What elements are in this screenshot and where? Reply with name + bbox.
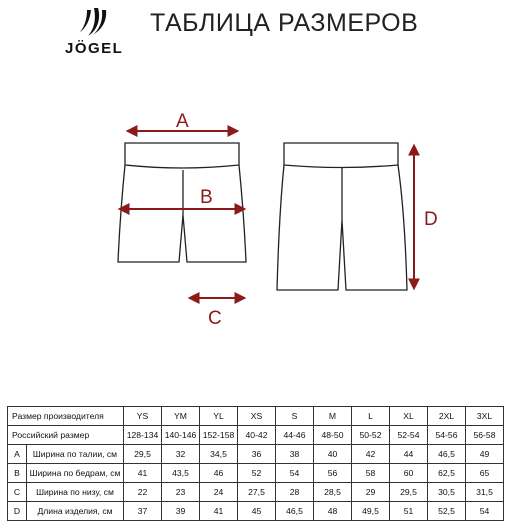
size-cell: XL	[390, 407, 428, 426]
table-cell: 28,5	[314, 483, 352, 502]
shorts-back-view	[277, 143, 407, 290]
size-cell: S	[276, 407, 314, 426]
table-cell: 39	[162, 502, 200, 521]
table-header-row	[8, 407, 504, 426]
table-cell: 22	[124, 483, 162, 502]
back-waistband	[284, 143, 398, 168]
table-cell: 31,5	[466, 483, 504, 502]
row-label: Ширина по талии, см	[27, 445, 124, 464]
table-cell: 38	[276, 445, 314, 464]
table-cell: 30,5	[428, 483, 466, 502]
measure-d-label: D	[424, 209, 438, 230]
table-cell: 49	[466, 445, 504, 464]
row-label: Ширина по низу, см	[27, 483, 124, 502]
measure-b	[120, 187, 244, 209]
table-cell: 27,5	[238, 483, 276, 502]
row-label: Длина изделия, см	[27, 502, 124, 521]
row-letter: B	[8, 464, 27, 483]
table-cell: 58	[352, 464, 390, 483]
size-cell: YS	[124, 407, 162, 426]
front-waistband	[125, 143, 239, 168]
table-cell: 41	[124, 464, 162, 483]
table-cell: 32	[162, 445, 200, 464]
table-cell: 65	[466, 464, 504, 483]
table-cell: 44	[390, 445, 428, 464]
table-cell: 34,5	[200, 445, 238, 464]
measure-c-label: C	[208, 308, 222, 329]
measure-b-label: B	[200, 187, 213, 208]
russian-size-cell: 50-52	[352, 426, 390, 445]
size-cell: YM	[162, 407, 200, 426]
table-cell: 62,5	[428, 464, 466, 483]
row-letter: D	[8, 502, 27, 521]
measure-a	[128, 111, 237, 132]
table-cell: 60	[390, 464, 428, 483]
table-row-a	[8, 445, 504, 464]
table-row-b	[8, 464, 504, 483]
size-cell: L	[352, 407, 390, 426]
page-title: ТАБЛИЦА РАЗМЕРОВ	[150, 9, 419, 37]
size-table	[7, 406, 504, 521]
measure-a-label: A	[176, 111, 189, 132]
row-letter: A	[8, 445, 27, 464]
header-label: Размер производителя	[8, 407, 124, 426]
size-cell: YL	[200, 407, 238, 426]
russian-size-cell: 44-46	[276, 426, 314, 445]
russian-size-cell: 56-58	[466, 426, 504, 445]
table-cell: 24	[200, 483, 238, 502]
size-cell: 3XL	[466, 407, 504, 426]
front-body	[118, 165, 246, 262]
table-cell: 46	[200, 464, 238, 483]
table-cell: 42	[352, 445, 390, 464]
russian-label: Российский размер	[8, 426, 124, 445]
table-cell: 46,5	[428, 445, 466, 464]
table-cell: 45	[238, 502, 276, 521]
table-cell: 23	[162, 483, 200, 502]
table-row-c	[8, 483, 504, 502]
table-cell: 28	[276, 483, 314, 502]
russian-size-cell: 48-50	[314, 426, 352, 445]
table-cell: 40	[314, 445, 352, 464]
table-cell: 54	[276, 464, 314, 483]
table-cell: 51	[390, 502, 428, 521]
size-cell: XS	[238, 407, 276, 426]
brand-name: JÖGEL	[65, 40, 124, 57]
table-cell: 46,5	[276, 502, 314, 521]
row-label: Ширина по бедрам, см	[27, 464, 124, 483]
size-cell: 2XL	[428, 407, 466, 426]
table-row-russian	[8, 426, 504, 445]
table-cell: 48	[314, 502, 352, 521]
russian-size-cell: 54-56	[428, 426, 466, 445]
russian-size-cell: 140-146	[162, 426, 200, 445]
size-cell: M	[314, 407, 352, 426]
table-cell: 29	[352, 483, 390, 502]
shorts-front-view	[118, 143, 246, 262]
measure-c	[190, 298, 244, 329]
table-cell: 49,5	[352, 502, 390, 521]
measure-d	[414, 146, 438, 288]
table-cell: 43,5	[162, 464, 200, 483]
russian-size-cell: 52-54	[390, 426, 428, 445]
table-cell: 41	[200, 502, 238, 521]
table-cell: 54	[466, 502, 504, 521]
table-cell: 29,5	[124, 445, 162, 464]
row-letter: C	[8, 483, 27, 502]
russian-size-cell: 152-158	[200, 426, 238, 445]
table-cell: 36	[238, 445, 276, 464]
table-row-d	[8, 502, 504, 521]
table-cell: 37	[124, 502, 162, 521]
russian-size-cell: 128-134	[124, 426, 162, 445]
russian-size-cell: 40-42	[238, 426, 276, 445]
table-cell: 29,5	[390, 483, 428, 502]
table-cell: 52,5	[428, 502, 466, 521]
table-cell: 56	[314, 464, 352, 483]
table-cell: 52	[238, 464, 276, 483]
